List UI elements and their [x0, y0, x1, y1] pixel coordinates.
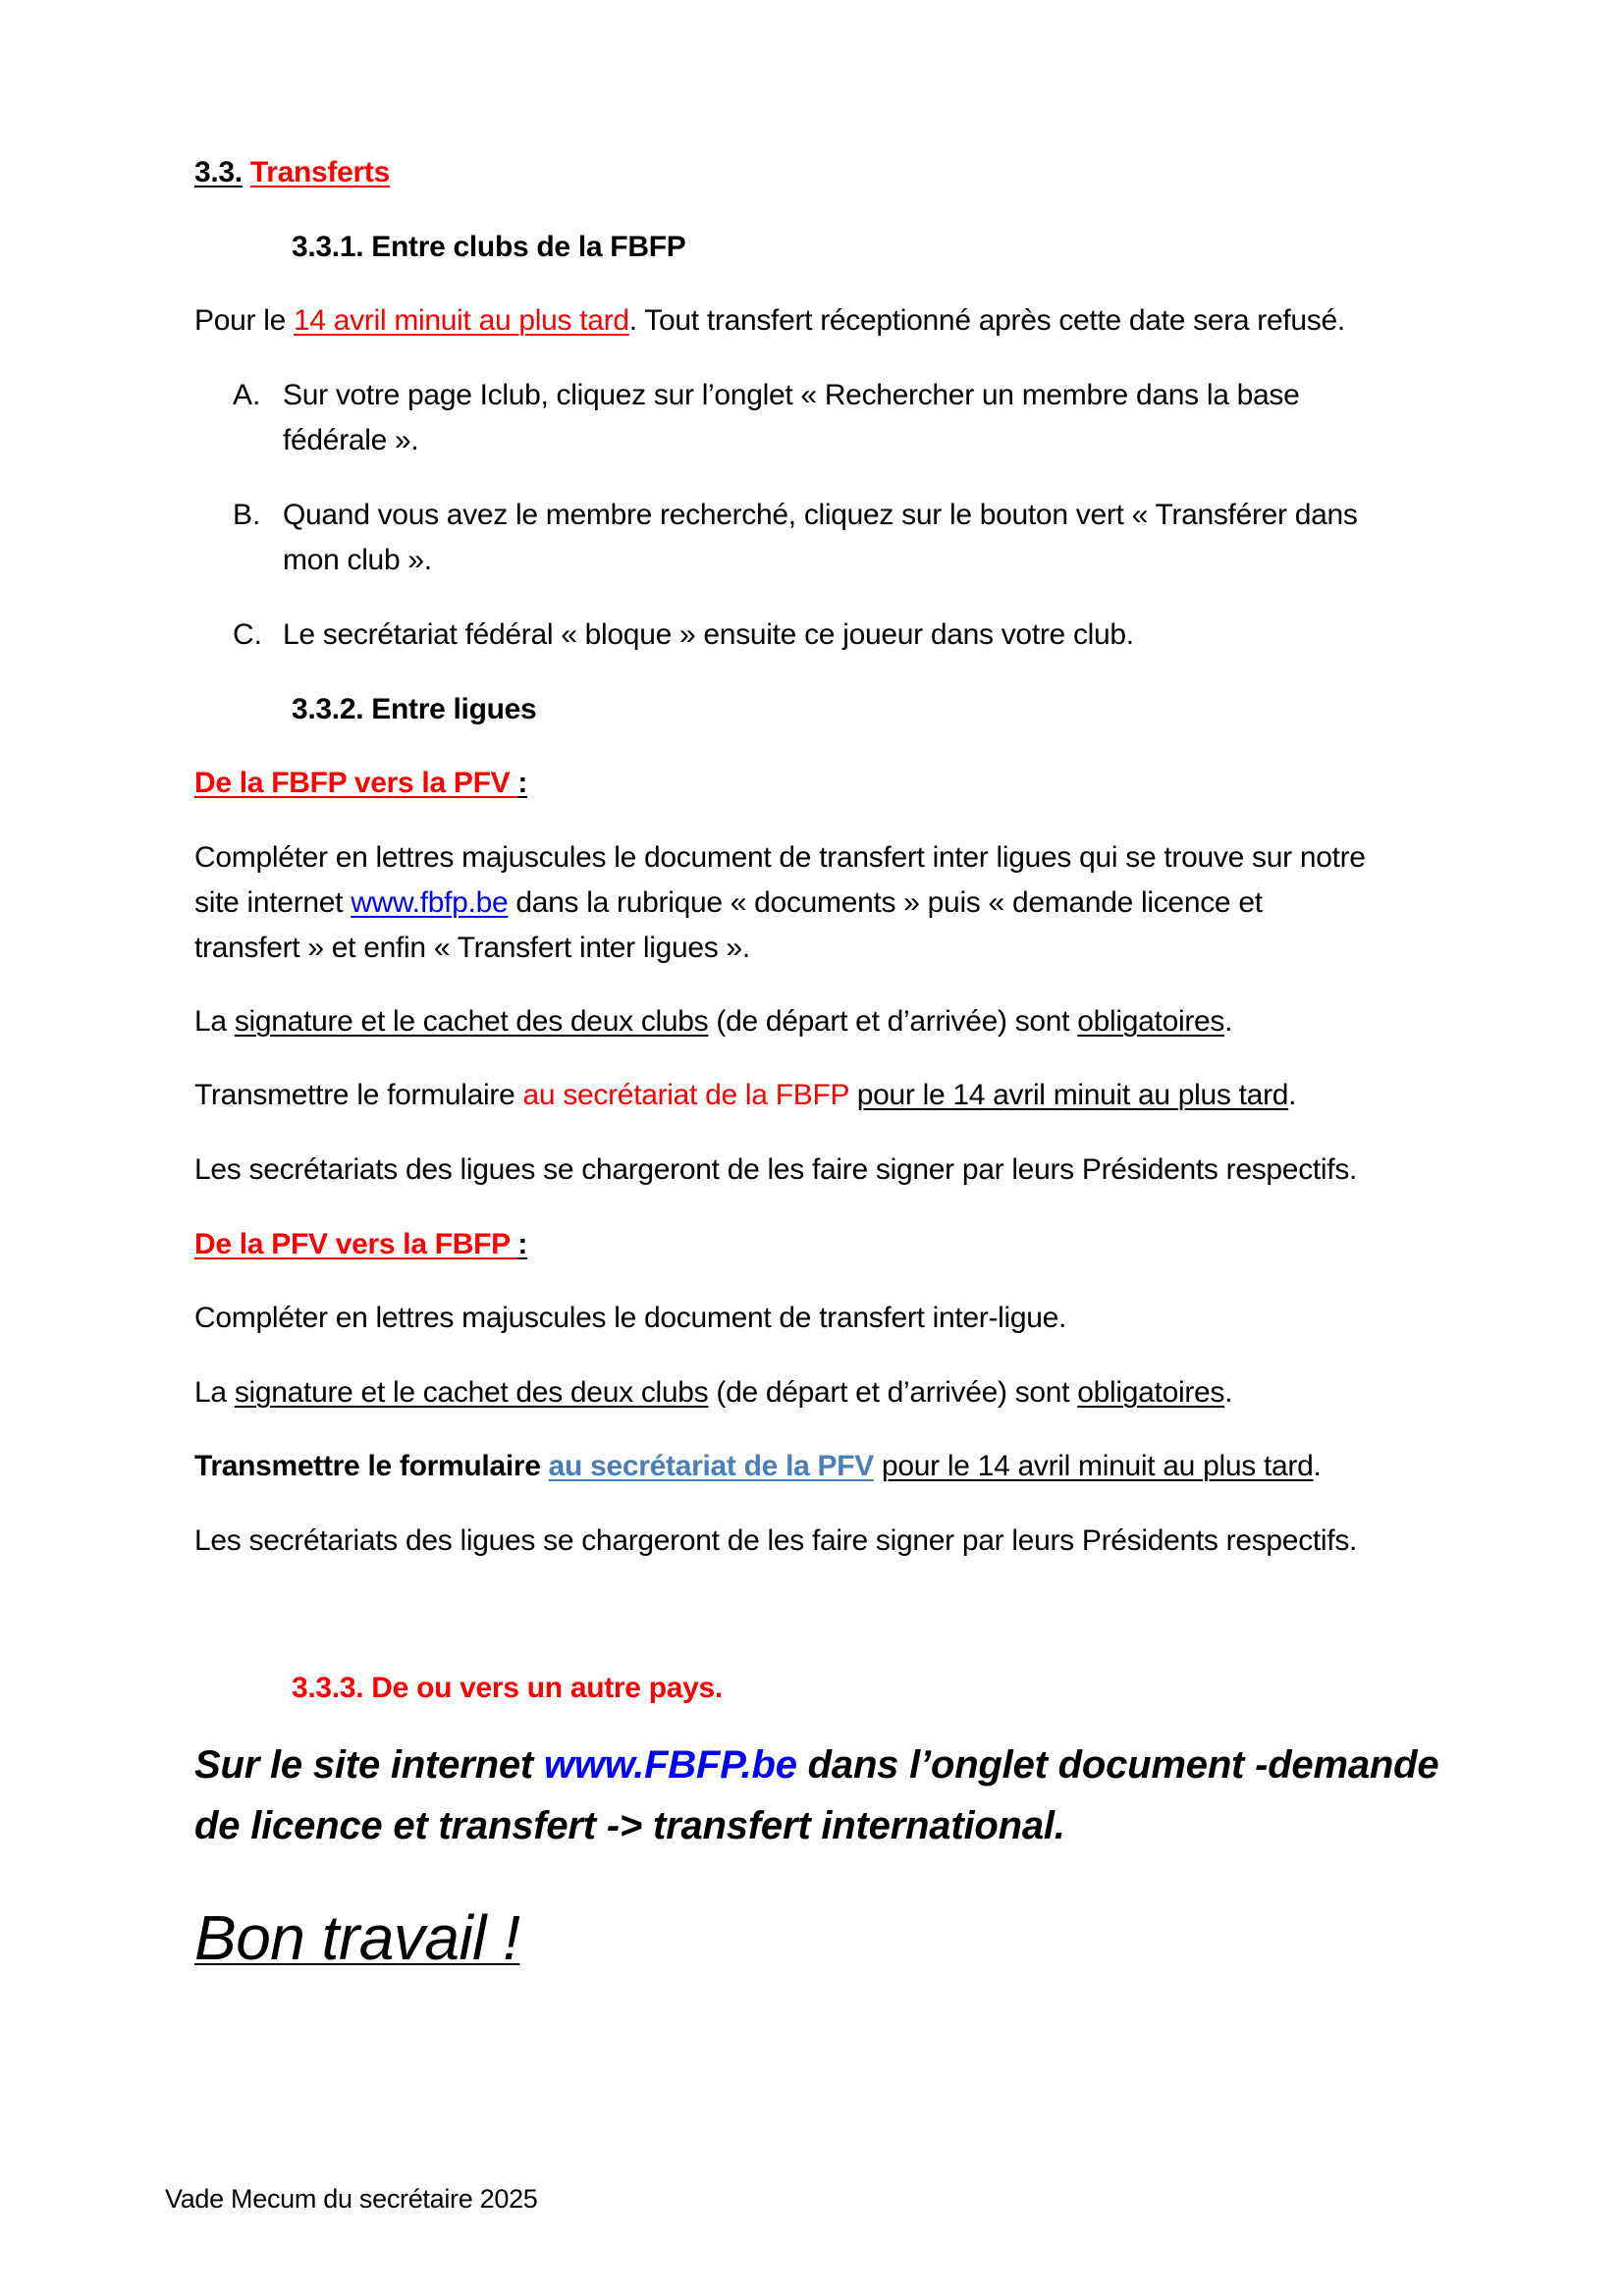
list-item-c-line1: Le secrétariat fédéral « bloque » ensuite ce joueur dans votre club. [283, 618, 1134, 651]
list-marker-a: A. [233, 379, 261, 411]
subsection-heading-ligues: 3.3.2. Entre ligues [292, 693, 537, 725]
trans-space [849, 1079, 857, 1111]
trans2-space [874, 1450, 882, 1482]
intl-post: dans l’onglet document -demande [796, 1743, 1439, 1787]
international-line2: de licence et transfert -> transfert international. [194, 1804, 1065, 1847]
sig2-mid: (de départ et d’arrivée) sont [708, 1376, 1078, 1409]
deadline-date: 14 avril minuit au plus tard [294, 304, 629, 337]
trans2-end: . [1313, 1450, 1322, 1482]
section-number: 3.3. [194, 156, 243, 188]
fbfp-to-pfv-p1-line2 [194, 883, 1263, 923]
section-heading [194, 153, 390, 192]
fbfp-to-pfv-colon: : [517, 767, 528, 799]
fbfp-to-pfv-heading [194, 764, 527, 803]
sig2-pre: La [194, 1376, 235, 1409]
site-text: site internet [194, 886, 352, 919]
list-marker-b: B. [233, 499, 261, 531]
sig-mid: (de départ et d’arrivée) sont [708, 1005, 1078, 1038]
list-marker-c: C. [233, 618, 262, 651]
deadline-pre: Pour le [194, 304, 294, 337]
fbfp-to-pfv-title: De la FBFP vers la PFV [194, 767, 518, 799]
list-item-a-line2: fédérale ». [283, 424, 419, 456]
fbfp-to-pfv-p1-line1: Compléter en lettres majuscules le document de transfert inter ligues qui se trouve sur notre [194, 841, 1366, 874]
fbfp-to-pfv-presidents: Les secrétariats des ligues se chargeront de les faire signer par leurs Présidents respectifs. [194, 1153, 1358, 1186]
pfv-to-fbfp-title: De la PFV vers la FBFP [194, 1228, 518, 1260]
pfv-to-fbfp-presidents: Les secrétariats des ligues se chargeront de les faire signer par leurs Présidents respectifs. [194, 1524, 1358, 1557]
intl-pre: Sur le site internet [194, 1743, 544, 1787]
sig-end: . [1224, 1005, 1233, 1038]
list-item-b-line1: Quand vous avez le membre recherché, cliquez sur le bouton vert « Transférer dans [283, 499, 1358, 531]
sig-underlined: signature et le cachet des deux clubs [234, 1005, 709, 1038]
sig-pre: La [194, 1005, 235, 1038]
pfv-secretariat-link[interactable]: au secrétariat de la PFV [548, 1450, 874, 1482]
trans-fbfp-secretariat: au secrétariat de la FBFP [522, 1079, 849, 1111]
sig-obligatoires: obligatoires [1077, 1005, 1225, 1038]
fbfp-to-pfv-transmit [194, 1076, 1296, 1115]
fbfp-to-pfv-p1-line3: transfert » et enfin « Transfert inter ligues ». [194, 932, 750, 964]
pfv-to-fbfp-colon: : [517, 1228, 528, 1260]
list-item-a-line1: Sur votre page Iclub, cliquez sur l’onglet « Rechercher un membre dans la base [283, 379, 1300, 411]
fbfp-website-link[interactable]: www.fbfp.be [351, 886, 509, 919]
trans-pre: Transmettre le formulaire [194, 1079, 523, 1111]
pfv-to-fbfp-p1: Compléter en lettres majuscules le document de transfert inter-ligue. [194, 1302, 1067, 1334]
trans-deadline: pour le 14 avril minuit au plus tard [856, 1079, 1289, 1111]
trans2-deadline: pour le 14 avril minuit au plus tard [882, 1450, 1314, 1482]
trans-end: . [1288, 1079, 1297, 1111]
pfv-to-fbfp-heading [194, 1225, 527, 1264]
pfv-to-fbfp-transmit [194, 1447, 1322, 1486]
page-footer: Vade Mecum du secrétaire 2025 [165, 2184, 538, 2214]
trans2-pre: Transmettre le formulaire [194, 1450, 549, 1482]
pfv-to-fbfp-signature [194, 1373, 1232, 1413]
subsection-heading-international: 3.3.3. De ou vers un autre pays. [292, 1672, 723, 1704]
deadline-post: . Tout transfert réceptionné après cette date sera refusé. [628, 304, 1345, 337]
subsection-heading-clubs: 3.3.1. Entre clubs de la FBFP [292, 231, 686, 263]
sig2-end: . [1224, 1376, 1233, 1409]
international-line1 [194, 1735, 1438, 1794]
fbfp-to-pfv-signature [194, 1002, 1232, 1041]
closing-message: Bon travail ! [194, 1902, 520, 1973]
section-title: Transferts [249, 156, 390, 188]
sig2-obligatoires: obligatoires [1077, 1376, 1225, 1409]
rubrique-text: dans la rubrique « documents » puis « demande licence et [508, 886, 1263, 919]
deadline-paragraph [194, 301, 1345, 341]
sig2-underlined: signature et le cachet des deux clubs [234, 1376, 709, 1409]
fbfp-website-link-intl[interactable]: www.FBFP.be [543, 1743, 797, 1787]
list-item-b-line2: mon club ». [283, 544, 432, 576]
